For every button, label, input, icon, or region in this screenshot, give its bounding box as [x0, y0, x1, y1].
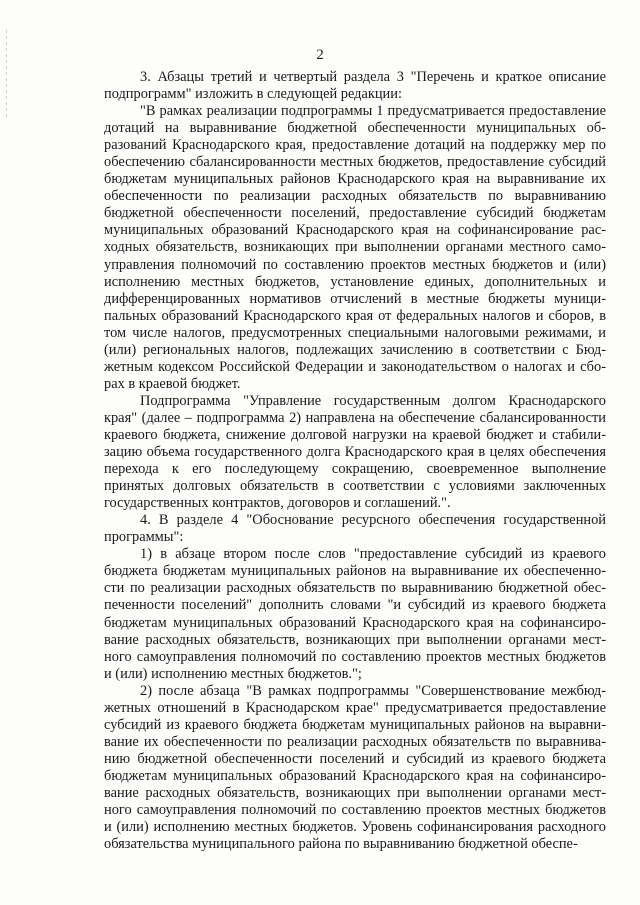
paragraph-item-2: 2) после абзаца "В рамках подпрограммы "Совершенствование межбюджетных отношений в Краснодарском крае" предусматривается предоставление субсидий из краевого бюджета бюджетам муниципальных районов на выравнивание их обеспеченности по реализации расходных обязательств по выравниванию бюджетной обеспеченности поселений и субсидий из краевого бюджета бюджетам муниципальных образований Краснодарского края на софинансирование расходных обязательств, возникающих при выполнении органами местного самоуправления полномочий по составлению проектов местных бюджетов и (или) исполнению местных бюджетов. Уровень софинансирования расходного обязательства муниципального района по выравниванию бюджетной обеспе- [104, 682, 606, 853]
paragraph-amendment-3: 3. Абзацы третий и четвертый раздела 3 "Перечень и краткое описание подпрограмм" изложить в следующей редакции: [104, 69, 606, 103]
document-body [104, 69, 606, 853]
paragraph-subprogram-1: "В рамках реализации подпрограммы 1 предусматривается предоставление дотаций на выравнивание бюджетной обеспеченности муниципальных образований Краснодарского края, предоставление дотаций на поддержку мер по обеспечению сбалансированности местных бюджетов, предоставление субсидий бюджетам муниципальных районов Краснодарского края на выравнивание их обеспеченности по реализации расходных обязательств по выравниванию бюджетной обеспеченности поселений, предоставление субсидий бюджетам муниципальных образований Краснодарского края на софинансирование расходных обязательств, возникающих при выполнении органами местного самоуправления полномочий по составлению проектов местных бюджетов и (или) исполнению местных бюджетов, установление единых, дополнительных и дифференцированных нормативов отчислений в местные бюджеты муниципальных образований Краснодарского края от федеральных налогов и сборов, в том числе налогов, предусмотренных специальными налоговыми режимами, и (или) региональных налогов, подлежащих зачислению в соответствии с Бюджетным кодексом Российской Федерации и законодательством о налогах и сборах в краевой бюджет. [104, 103, 606, 392]
paragraph-item-1: 1) в абзаце втором после слов "предоставление субсидий из краевого бюджета бюджетам муниципальных районов на выравнивание их обеспеченности по реализации расходных обязательств по выравниванию бюджетной обеспеченности поселений" дополнить словами "и субсидий из краевого бюджета бюджетам муниципальных образований Краснодарского края на софинансирование расходных обязательств, возникающих при выполнении органами местного самоуправления полномочий по составлению проектов местных бюджетов и (или) исполнению местных бюджетов."; [104, 546, 606, 682]
scan-edge-mark [6, 30, 7, 120]
paragraph-amendment-4: 4. В разделе 4 "Обоснование ресурсного обеспечения государственной программы": [104, 512, 606, 546]
paragraph-subprogram-2: Подпрограмма "Управление государственным долгом Краснодарского края" (далее – подпрограмма 2) направлена на обеспечение сбалансированности краевого бюджета, снижение долговой нагрузки на краевой бюджет и стабилизацию объема государственного долга Краснодарского края в целях обеспечения перехода к его последующему сокращению, своевременное выполнение принятых долговых обязательств в соответствии с условиями заключенных государственных контрактов, договоров и соглашений.". [104, 392, 606, 512]
page-number: 2 [316, 47, 324, 63]
